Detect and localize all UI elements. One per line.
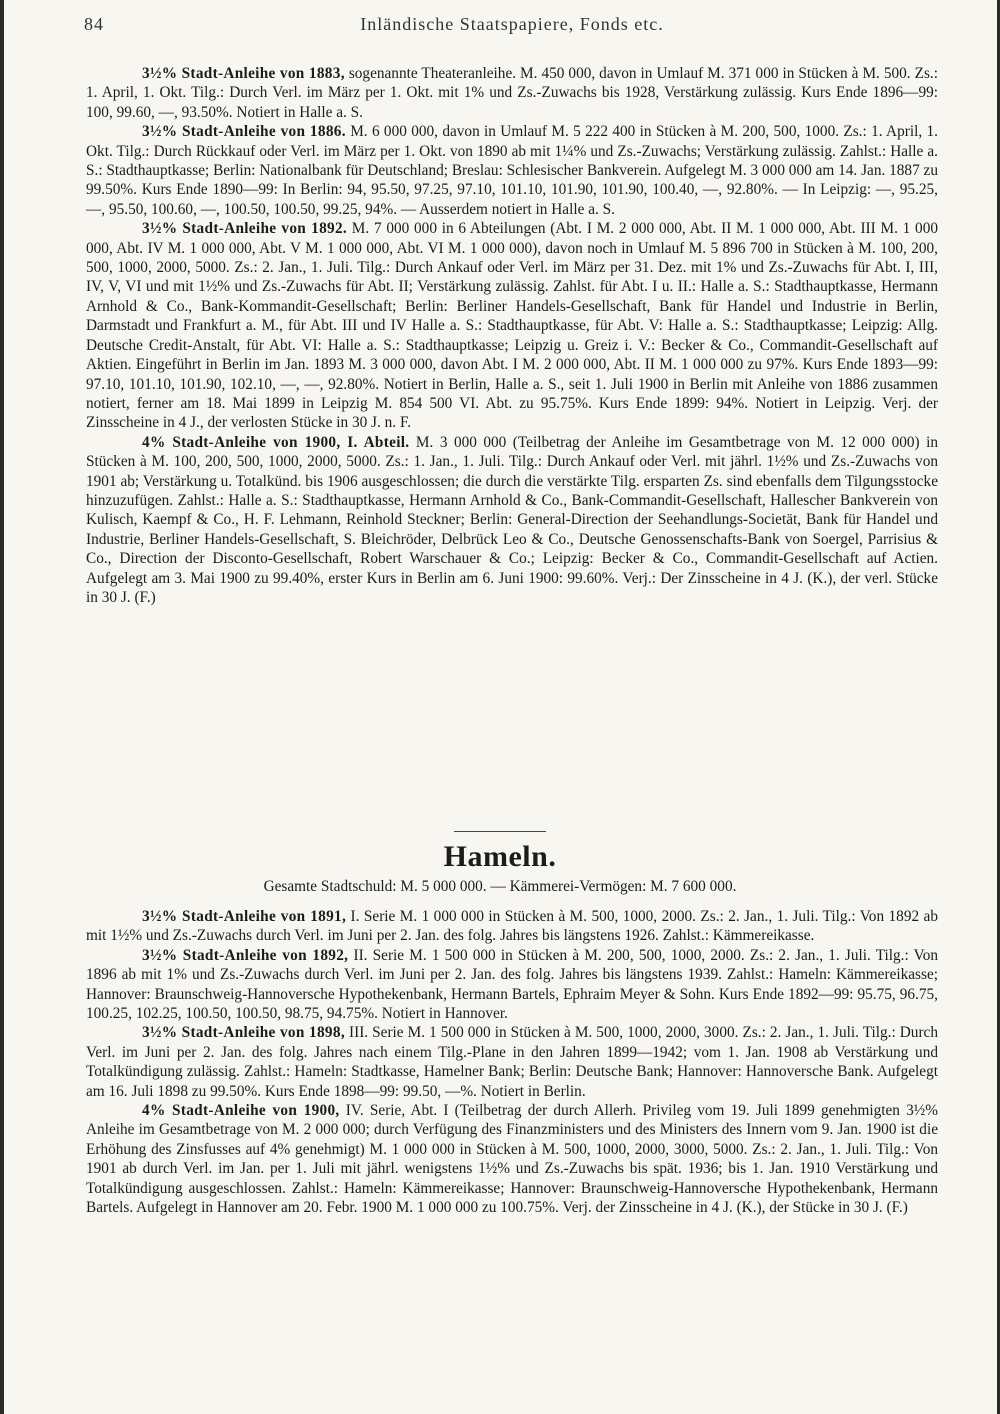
- page-header: [84, 14, 940, 44]
- entry-text: sogenannte Theateranleihe. M. 450 000, davon in Umlauf M. 371 000 in Stücken à M. 500. Zs.: 1. April, 1. Okt. Tilg.: Durch Verl. im März per 1. Okt. mit 1% und Zs.-Zuwachs bis 1928, Verstärkung zulässig. Kurs Ende 1896—99: 100, 99.60, —, 93.50%. Notiert in Halle a. S.: [86, 65, 938, 121]
- entry-1892: [86, 946, 938, 1024]
- hameln-section: [86, 907, 938, 1218]
- section-title: Hameln.: [443, 840, 557, 873]
- section-divider: [454, 831, 546, 832]
- page-number: 84: [84, 14, 104, 34]
- entry-1900: [86, 433, 938, 608]
- entry-lead: 3½% Stadt-Anleihe von 1886.: [142, 123, 346, 141]
- entry-lead: 3½% Stadt-Anleihe von 1883,: [142, 65, 345, 82]
- entry-text: M. 3 000 000 (Teilbetrag der Anleihe im Gesamtbetrage von M. 12 000 000) in Stücken à M. 100, 200, 500, 1000, 2000, 5000. Zs.: 1. Jan., 1. Juli. Tilg.: Durch Ankauf oder Verl. mit jährl. 1½% und Zs.-Zuwachs von 1901 ab; Verstärkung u. Totalkünd. bis 1906 ausgeschlossen; die durch die verstärkte Tilg. ersparten Zs. sind ebenfalls dem Tilgungsstocke hinzuzufügen. Zahlst.: Halle a. S.: Stadthauptkasse, Hermann Arnhold & Co., Bank-Commandit-Gesellschaft, Hallescher Bankverein von Kulisch, Kaempf & Co., H. F. Lehmann, Reinhold Steckner; Berlin: General-Direction der Seehandlungs-Societät, Bank für Handel und Industrie, Berliner Handels-Gesellschaft, S. Bleichröder, Delbrück Leo & Co., Deutsche Genossenschafts-Bank von Soergel, Parrisius & Co., Direction der Disconto-Gesellschaft, Robert Warschauer & Co.; Leipzig: Becker & Co., Commandit-Gesellschaft auf Actien. Aufgelegt am 3. Mai 1900 zu 99.40%, erster Kurs in Berlin am 6. Juni 1900: 99.60%. Verj.: Der Zinsscheine in 4 J. (K.), der verl. Stücke in 30 J. (F.): [86, 433, 938, 606]
- entry-text: IV. Serie, Abt. I (Teilbetrag der durch Allerh. Privileg vom 19. Juli 1899 genehmigten 3½% Anleihe im Gesamtbetrage von M. 2 000 000; durch Verfügung des Finanzministers und des Ministers des Innern vom 9. Jan. 1900 ist die Erhöhung des Zinsfusses auf 4% genehmigt) M. 1 000 000 in Stücken à M. 500, 1000, 2000, 3000, 5000. Zs.: 2. Jan., 1. Juli. Tilg.: Von 1901 ab durch Verl. im Jan. per 1. Juli mit jährl. wenigstens 1½% und Zs.-Zuwachs bis spät. 1936; bis 1. Jan. 1910 Verstärkung und Totalkündigung ausgeschlossen. Zahlst.: Hameln: Kämmereikasse; Hannover: Braunschweig-Hannoversche Hypothekenbank, Hermann Bartels. Aufgelegt in Hannover am 20. Febr. 1900 M. 1 000 000 zu 100.75%. Verj. der Zinsscheine in 4 J. (K.), der Stücke in 30 J. (F.): [86, 1102, 938, 1217]
- entry-lead: 4% Stadt-Anleihe von 1900,: [142, 1102, 340, 1120]
- scan-edge-left: [0, 0, 4, 1414]
- halle-section: [86, 64, 938, 607]
- entry-1892: [86, 219, 938, 432]
- entry-lead: 3½% Stadt-Anleihe von 1891,: [142, 908, 347, 925]
- entry-lead: 3½% Stadt-Anleihe von 1892.: [142, 220, 348, 238]
- entry-lead: 4% Stadt-Anleihe von 1900, I. Abteil.: [142, 433, 410, 451]
- entry-text: M. 7 000 000 in 6 Abteilungen (Abt. I M. 2 000 000, Abt. II M. 1 000 000, Abt. III M. 1 000 000, Abt. IV M. 1 000 000, Abt. V M. 1 000 000, Abt. VI M. 1 000 000), davon noch in Umlauf M. 5 896 700 in Stücken à M. 100, 200, 500, 1000, 2000, 5000. Zs.: 2. Jan., 1. Juli. Tilg.: Durch Ankauf oder Verl. im März per 31. Dez. mit 1% und Zs.-Zuwachs für Abt. I, III, IV, V, VI und mit 1½% und Zs.-Zuwachs für Abt. II; Verstärkung zulässig. Zahlst. für Abt. I u. II.: Halle a. S.: Stadthauptkasse, Hermann Arnhold & Co., Bank-Kommandit-Gesellschaft; Berlin: Berliner Handels-Gesellschaft, Bank für Handel und Industrie in Berlin, Darmstadt und Frankfurt a. M., für Abt. III und IV Halle a. S.: Stadthauptkasse, für Abt. V: Halle a. S.: Stadthauptkasse; Leipzig: Allg. Deutsche Credit-Anstalt, für Abt. VI: Halle a. S.: Stadthauptkasse; Leipzig u. Greiz i. V.: Becker & Co., Commandit-Gesellschaft auf Aktien. Eingeführt in Berlin im Jan. 1893 M. 3 000 000, davon Abt. I M. 2 000 000, Abt. II M. 1 000 000 zu 97%. Kurs Ende 1893—99: 97.10, 101.10, 101.90, 102.10, —, —, 92.80%. Notiert in Berlin, Halle a. S., seit 1. Juli 1900 in Berlin mit Anleihe von 1886 zusammen notiert, ferner am 18. Mai 1899 in Leipzig M. 854 500 VI. Abt. zu 95.75%. Kurs Ende 1899: 94%. Notiert in Leipzig. Verj. der Zinsscheine in 4 J., der verlosten Stücke in 30 J. n. F.: [86, 220, 938, 432]
- entry-1886: [86, 122, 938, 219]
- entry-text: III. Serie M. 1 500 000 in Stücken à M. 500, 1000, 2000, 3000. Zs.: 2. Jan., 1. Juli. Tilg.: Durch Verl. im Juni per 2. Jan. des folg. Jahres nach einem Tilg.-Plane in den Jahren 1899—1942; vom 1. Jan. 1908 ab Verstärkung und Totalkündigung zulässig. Zahlst.: Hameln: Stadtkasse, Hamelner Bank; Berlin: Deutsche Bank; Hannover: Hannoversche Bank. Aufgelegt am 16. Juli 1898 zu 99.50%. Kurs Ende 1898—99: 99.50, —%. Notiert in Berlin.: [86, 1024, 938, 1100]
- running-title: Inländische Staatspapiere, Fonds etc.: [360, 14, 664, 34]
- entry-lead: 3½% Stadt-Anleihe von 1898,: [142, 1024, 345, 1042]
- entry-text: I. Serie M. 1 000 000 in Stücken à M. 500, 1000, 2000. Zs.: 2. Jan., 1. Juli. Tilg.: Von 1892 ab mit 1½% und Zs.-Zuwachs durch Verl. im Juni per 2. Jan. des folg. Jahres bis längstens 1926. Zahlst.: Kämmereikasse.: [86, 908, 938, 945]
- entry-lead: 3½% Stadt-Anleihe von 1892,: [142, 946, 349, 964]
- entry-text: II. Serie M. 1 500 000 in Stücken à M. 200, 500, 1000, 2000. Zs.: 2. Jan., 1. Juli. Tilg.: Von 1896 ab mit 1% und Zs.-Zuwachs durch Verl. im Juni per 2. Jan. des folg. Jahres bis längstens 1939. Zahlst.: Hameln: Kämmereikasse; Hannover: Braunschweig-Hannoversche Hypothekenbank, Hermann Bartels, Ephraim Meyer & Sohn. Kurs Ende 1892—99: 95.75, 96.75, 100.25, 102.25, 100.50, 100.50, 98.75, 94.75%. Notiert in Hannover.: [86, 946, 938, 1023]
- entry-1891: [86, 907, 938, 946]
- entry-1900: [86, 1101, 938, 1217]
- entry-text: M. 6 000 000, davon in Umlauf M. 5 222 400 in Stücken à M. 200, 500, 1000. Zs.: 1. April, 1. Okt. Tilg.: Durch Rückkauf oder Verl. im März per 1. Okt. von 1890 ab mit 1¼% und Zs.-Zuwachs; Verstärkung zulässig. Zahlst.: Halle a. S.: Stadthauptkasse; Berlin: Nationalbank für Deutschland; Breslau: Schlesischer Bankverein. Aufgelegt M. 3 000 000 am 14. Jan. 1887 zu 99.50%. Kurs Ende 1890—99: In Berlin: 94, 95.50, 97.25, 97.10, 101.10, 101.90, 101.90, 100.40, —, 92.80%. — In Leipzig: —, 95.25, —, 95.50, 100.60, —, 100.50, 100.50, 99.25, 94%. — Ausserdem notiert in Halle a. S.: [86, 123, 938, 218]
- entry-1898: [86, 1023, 938, 1101]
- entry-1883: [86, 64, 938, 122]
- section-subtitle: Gesamte Stadtschuld: M. 5 000 000. — Kämmerei-Vermögen: M. 7 600 000.: [263, 878, 737, 895]
